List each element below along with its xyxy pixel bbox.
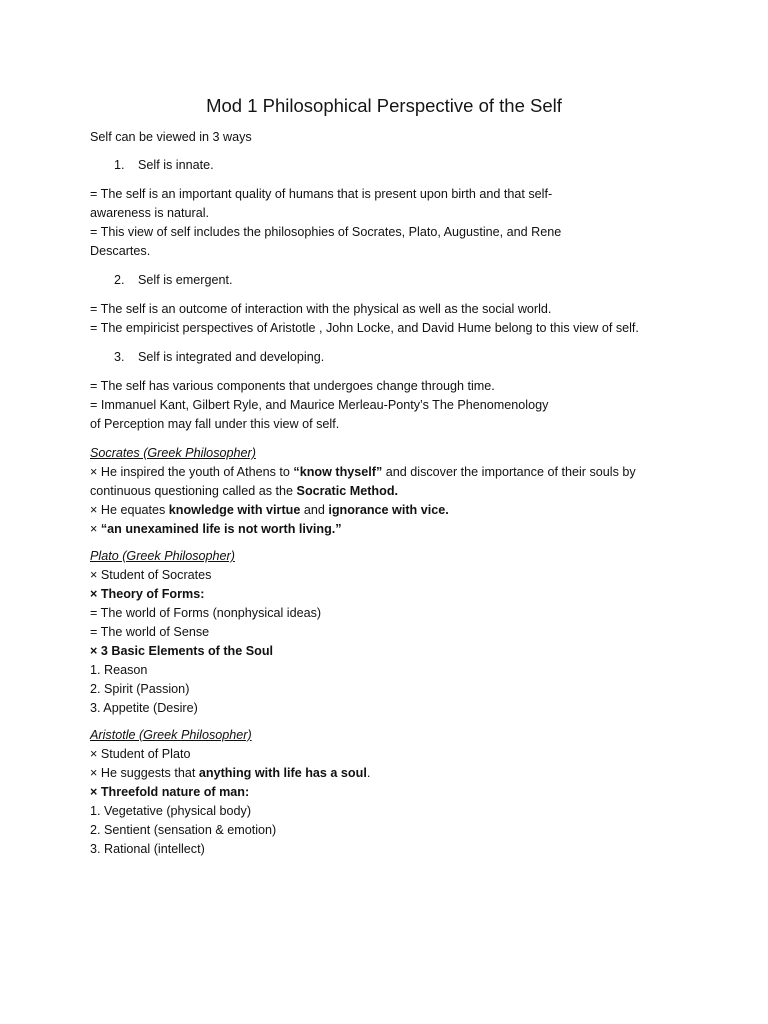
view-1-text: Self is innate. [138,158,214,172]
socrates-line-3 [90,501,650,520]
socrates-line-4 [90,520,650,539]
plato-line-2: × Theory of Forms: [90,587,205,601]
aristotle-line-1: × Student of Plato [90,747,191,761]
aristotle-line-5: 2. Sentient (sensation & emotion) [90,823,277,837]
view-2-text: Self is emergent. [138,273,233,287]
socrates-line-3-c: and [300,503,329,517]
plato-line-7: 2. Spirit (Passion) [90,682,190,696]
socrates-method: Socratic Method. [296,484,399,498]
view-3-text: Self is integrated and developing. [138,350,325,364]
aristotle-heading: Aristotle (Greek Philosopher) [90,728,252,742]
socrates-line-2 [90,482,650,501]
plato-section [90,547,650,718]
aristotle-line-2 [90,764,650,783]
socrates-line-2-a: continuous questioning called as the [90,484,297,498]
view-2-line-2: = The empiricist perspectives of Aristotle , John Locke, and David Hume belong to this view of self. [90,321,639,335]
socrates-line-1-a: × He inspired the youth of Athens to [90,465,294,479]
plato-line-4: = The world of Sense [90,625,210,639]
socrates-heading: Socrates (Greek Philosopher) [90,446,256,460]
view-1-line-1: = The self is an important quality of humans that is present upon birth and that self- [90,187,553,201]
view-3-label [90,348,650,367]
socrates-line-4-a: × [90,522,101,536]
view-1-number: 1. [114,158,125,172]
socrates-section [90,444,650,539]
plato-line-6: 1. Reason [90,663,148,677]
view-3-line-1: = The self has various components that undergoes change through time. [90,379,495,393]
aristotle-line-4: 1. Vegetative (physical body) [90,804,252,818]
socrates-line-1 [90,463,650,482]
view-1-line-3: = This view of self includes the philosophies of Socrates, Plato, Augustine, and Rene [90,225,562,239]
view-2-number: 2. [114,273,125,287]
plato-line-5: × 3 Basic Elements of the Soul [90,644,274,658]
view-2-line-1: = The self is an outcome of interaction with the physical as well as the social world. [90,302,552,316]
view-1-line-4: Descartes. [90,244,151,258]
view-2-label [90,271,650,290]
document-body [90,94,650,867]
view-1-line-2: awareness is natural. [90,206,210,220]
socrates-know-thyself: “know thyself” [293,465,383,479]
view-3-line-2: = Immanuel Kant, Gilbert Ryle, and Maurice Merleau-Ponty’s The Phenomenology [90,398,549,412]
plato-line-8: 3. Appetite (Desire) [90,701,198,715]
aristotle-section [90,726,650,859]
view-1-description [90,185,650,261]
view-3-line-3: of Perception may fall under this view of self. [90,417,340,431]
socrates-knowledge-virtue: knowledge with virtue [168,503,301,517]
intro-text: Self can be viewed in 3 ways [90,130,252,144]
socrates-ignorance-vice: ignorance with vice. [328,503,449,517]
aristotle-line-6: 3. Rational (intellect) [90,842,205,856]
plato-line-1: × Student of Socrates [90,568,212,582]
view-3-number: 3. [114,350,125,364]
view-2-description [90,300,650,338]
aristotle-soul-phrase: anything with life has a soul [198,766,367,780]
page-title: Mod 1 Philosophical Perspective of the Self [206,95,562,116]
plato-line-3: = The world of Forms (nonphysical ideas) [90,606,322,620]
aristotle-line-3: × Threefold nature of man: [90,785,250,799]
view-3-description [90,377,650,434]
socrates-quote: “an unexamined life is not worth living.” [100,522,342,536]
aristotle-line-2-c: . [366,766,371,780]
socrates-line-3-a: × He equates [90,503,169,517]
socrates-line-1-c: and discover the importance of their souls by [382,465,636,479]
plato-heading: Plato (Greek Philosopher) [90,549,235,563]
aristotle-line-2-a: × He suggests that [90,766,199,780]
view-1-label [90,156,650,175]
